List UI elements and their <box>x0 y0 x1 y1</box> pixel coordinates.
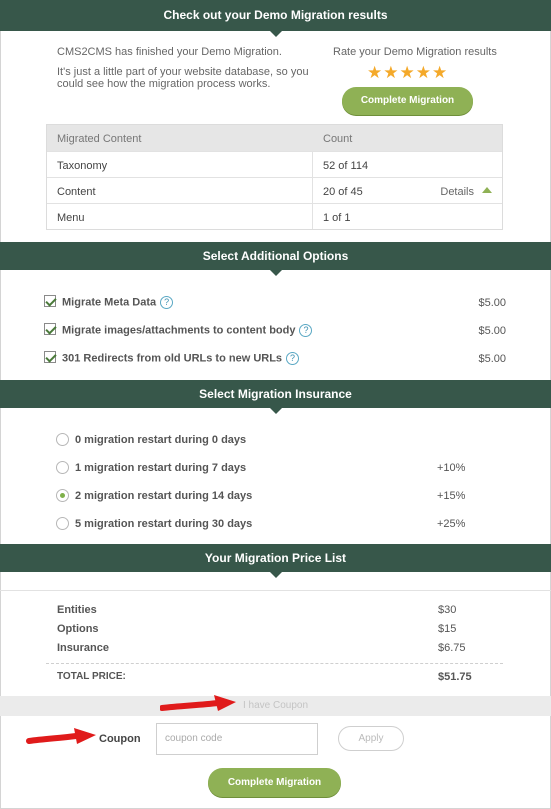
row-count: 52 of 114 <box>323 160 369 172</box>
star-icon[interactable]: ★ <box>432 63 449 82</box>
column-header-content: Migrated Content <box>57 133 142 145</box>
header-notch <box>270 572 282 578</box>
images-checkbox[interactable] <box>44 323 56 335</box>
red-arrow-icon <box>160 693 240 715</box>
option-price: $5.00 <box>478 297 506 309</box>
insurance-radio-0[interactable] <box>56 433 69 446</box>
coupon-toggle-text[interactable]: I have Coupon <box>242 700 309 711</box>
insurance-label[interactable]: 0 migration restart during 0 days <box>75 434 247 446</box>
insurance-header <box>0 380 551 408</box>
part-text-1: It's just a little part of your website database, so you <box>57 66 309 78</box>
star-icon[interactable]: ★ <box>415 63 432 82</box>
insurance-price: +10% <box>437 462 466 474</box>
insurance-radio-3[interactable] <box>56 517 69 530</box>
price-list-title: Your Migration Price List <box>204 551 347 565</box>
options-value: $15 <box>438 623 457 635</box>
header-notch <box>270 408 282 414</box>
table-header-row <box>47 125 502 151</box>
total-price-label: TOTAL PRICE: <box>57 671 126 682</box>
insurance-price: +25% <box>437 518 466 530</box>
rate-label: Rate your Demo Migration results <box>333 46 497 58</box>
row-name: Menu <box>57 212 85 224</box>
price-list-divider <box>0 590 551 591</box>
star-icon[interactable]: ★ <box>399 63 416 82</box>
table-row <box>47 203 502 229</box>
results-header <box>0 0 551 31</box>
insurance-radio-1[interactable] <box>56 461 69 474</box>
option-label: 301 Redirects from old URLs to new URLs <box>62 352 283 365</box>
row-count: 1 of 1 <box>323 212 351 224</box>
finished-text: CMS2CMS has finished your Demo Migration. <box>57 46 282 58</box>
options-header <box>0 242 551 270</box>
options-label: Options <box>57 623 99 635</box>
column-header-count: Count <box>323 133 353 145</box>
redirects-checkbox[interactable] <box>44 351 56 363</box>
chevron-up-icon[interactable] <box>482 187 492 193</box>
results-title: Check out your Demo Migration results <box>163 8 388 22</box>
migrated-content-table <box>46 124 503 230</box>
table-row <box>47 177 502 203</box>
coupon-toggle[interactable] <box>0 696 551 716</box>
meta-data-checkbox[interactable] <box>44 295 56 307</box>
insurance-value: $6.75 <box>438 642 466 654</box>
row-name: Taxonomy <box>57 160 108 172</box>
apply-coupon-button[interactable]: Apply <box>338 726 404 751</box>
rating-stars[interactable] <box>367 63 448 83</box>
part-text-2: could see how the migration process works. <box>57 78 271 90</box>
insurance-label[interactable]: 1 migration restart during 7 days <box>75 462 247 474</box>
option-label: Migrate Meta Data <box>62 296 157 309</box>
table-row <box>47 151 502 177</box>
insurance-price: +15% <box>437 490 466 502</box>
insurance-label[interactable]: 2 migration restart during 14 days <box>75 490 253 502</box>
coupon-label: Coupon <box>99 733 141 745</box>
entities-value: $30 <box>438 604 457 616</box>
red-arrow-icon <box>26 727 98 747</box>
insurance-label[interactable]: 5 migration restart during 30 days <box>75 518 253 530</box>
star-icon[interactable]: ★ <box>383 63 400 82</box>
total-divider <box>46 663 503 664</box>
details-link[interactable]: Details <box>440 186 474 198</box>
option-price: $5.00 <box>478 325 506 337</box>
entities-label: Entities <box>57 604 97 616</box>
header-notch <box>270 31 282 37</box>
help-icon[interactable]: ? <box>160 296 173 309</box>
option-price: $5.00 <box>478 353 506 365</box>
insurance-label: Insurance <box>57 642 109 654</box>
help-icon[interactable]: ? <box>286 352 299 365</box>
insurance-radio-2[interactable] <box>56 489 69 502</box>
row-name: Content <box>57 186 96 198</box>
options-title: Select Additional Options <box>202 249 349 263</box>
row-count: 20 of 45 <box>323 186 363 198</box>
total-price-value: $51.75 <box>438 671 472 683</box>
star-icon[interactable]: ★ <box>367 63 384 82</box>
price-list-header <box>0 544 551 572</box>
header-notch <box>270 270 282 276</box>
option-label: Migrate images/attachments to content body <box>62 324 296 337</box>
help-icon[interactable]: ? <box>299 324 312 337</box>
coupon-code-input[interactable]: coupon code <box>156 723 318 755</box>
complete-migration-button-bottom[interactable]: Complete Migration <box>208 768 341 797</box>
complete-migration-button-top[interactable]: Complete Migration <box>342 87 473 115</box>
insurance-title: Select Migration Insurance <box>199 387 352 401</box>
